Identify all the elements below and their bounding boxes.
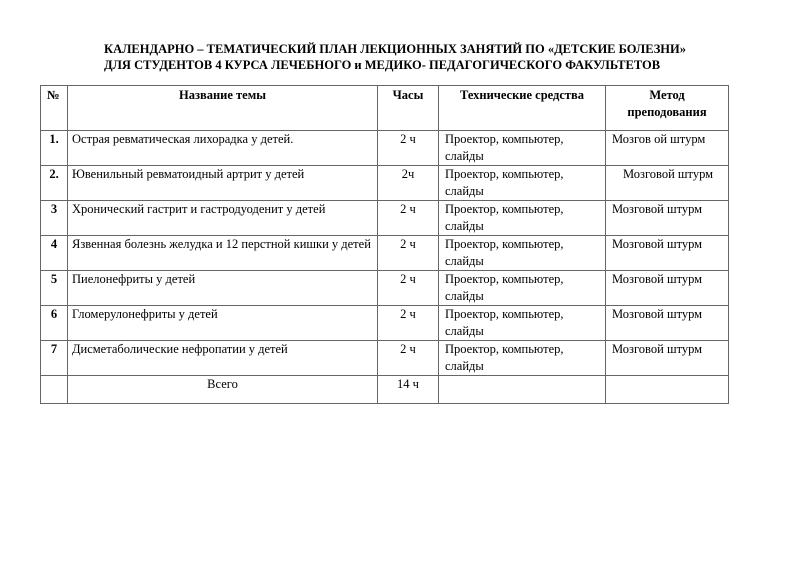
row-method: Мозговой штурм (606, 341, 729, 376)
header-topic: Название темы (68, 86, 378, 131)
total-hours: 14 ч (378, 376, 439, 404)
table-row (41, 166, 729, 201)
row-method: Мозговой штурм (606, 201, 729, 236)
row-tech: Проектор, компьютер, слайды (439, 306, 606, 341)
row-topic: Гломерулонефриты у детей (68, 306, 378, 341)
table-row (41, 131, 729, 166)
row-tech: Проектор, компьютер, слайды (439, 341, 606, 376)
row-hours: 2 ч (378, 341, 439, 376)
header-num: № (41, 86, 68, 131)
row-method: Мозговой штурм (606, 236, 729, 271)
table-row (41, 306, 729, 341)
row-num: 7 (41, 341, 68, 376)
row-hours: 2 ч (378, 201, 439, 236)
row-topic: Дисметаболические нефропатии у детей (68, 341, 378, 376)
row-num: 4 (41, 236, 68, 271)
total-label: Всего (68, 376, 378, 404)
row-num: 1. (41, 131, 68, 166)
row-hours: 2 ч (378, 306, 439, 341)
title-line-1: КАЛЕНДАРНО – ТЕМАТИЧЕСКИЙ ПЛАН ЛЕКЦИОННЫХ ЗАНЯТИЙ ПО «ДЕТСКИЕ БОЛЕЗНИ» (104, 42, 687, 56)
total-num-empty (41, 376, 68, 404)
row-method: Мозговой штурм (606, 166, 729, 201)
row-topic: Хронический гастрит и гастродуоденит у детей (68, 201, 378, 236)
table-total-row (41, 376, 729, 404)
row-tech: Проектор, компьютер, слайды (439, 166, 606, 201)
row-topic: Острая ревматическая лихорадка у детей. (68, 131, 378, 166)
header-tech: Технические средства (439, 86, 606, 131)
row-topic: Пиелонефриты у детей (68, 271, 378, 306)
row-method: Мозгов ой штурм (606, 131, 729, 166)
row-method: Мозговой штурм (606, 271, 729, 306)
row-tech: Проектор, компьютер, слайды (439, 236, 606, 271)
total-method-empty (606, 376, 729, 404)
row-hours: 2 ч (378, 271, 439, 306)
row-topic: Ювенильный ревматоидный артрит у детей (68, 166, 378, 201)
table-row (41, 201, 729, 236)
row-hours: 2 ч (378, 131, 439, 166)
row-num: 6 (41, 306, 68, 341)
row-num: 3 (41, 201, 68, 236)
row-tech: Проектор, компьютер, слайды (439, 131, 606, 166)
row-num: 2. (41, 166, 68, 201)
lecture-plan-table (40, 85, 729, 404)
row-hours: 2 ч (378, 236, 439, 271)
row-hours: 2ч (378, 166, 439, 201)
header-hours: Часы (378, 86, 439, 131)
header-method: Метод преподования (606, 86, 729, 131)
total-tech-empty (439, 376, 606, 404)
table-row (41, 236, 729, 271)
table-row (41, 341, 729, 376)
row-method: Мозговой штурм (606, 306, 729, 341)
table-row (41, 271, 729, 306)
row-tech: Проектор, компьютер, слайды (439, 271, 606, 306)
document-title (104, 41, 744, 73)
row-num: 5 (41, 271, 68, 306)
row-topic: Язвенная болезнь желудка и 12 перстной кишки у детей (68, 236, 378, 271)
title-line-2: ДЛЯ СТУДЕНТОВ 4 КУРСА ЛЕЧЕБНОГО и МЕДИКО- ПЕДАГОГИЧЕСКОГО ФАКУЛЬТЕТОВ (104, 58, 661, 72)
table-header-row (41, 86, 729, 131)
row-tech: Проектор, компьютер, слайды (439, 201, 606, 236)
